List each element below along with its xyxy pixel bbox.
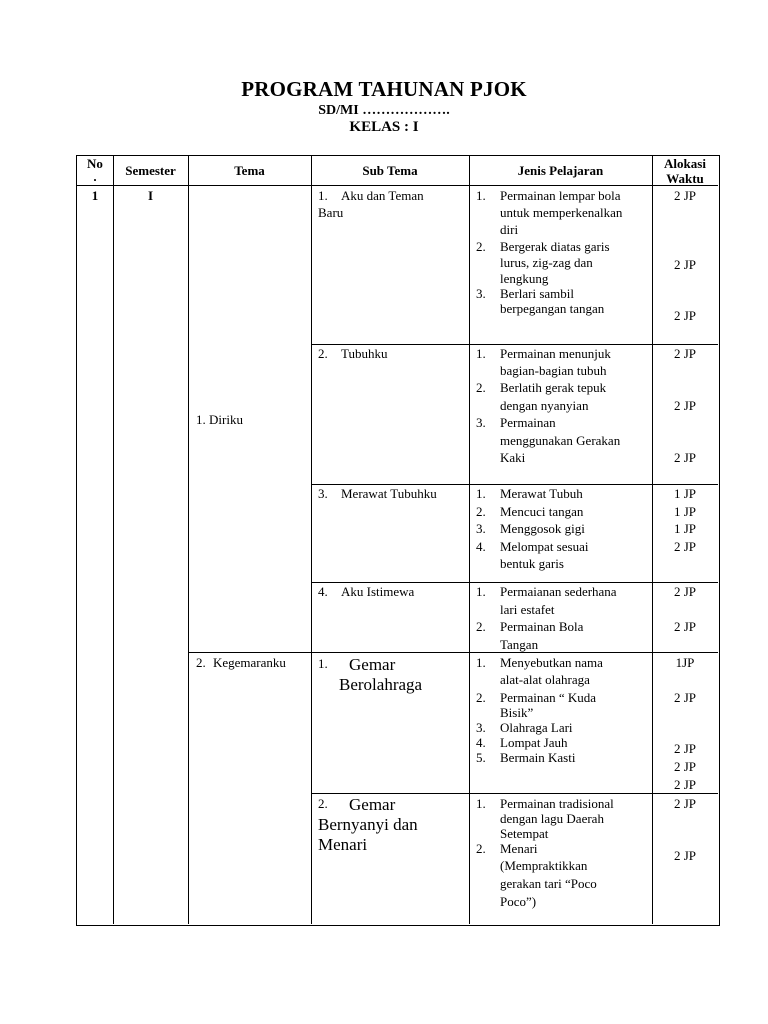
jenis-number: 2. [476, 619, 486, 634]
jenis-number: 5. [476, 750, 486, 765]
alokasi-value: 2 JP [673, 848, 697, 863]
jenis-number: 2. [476, 504, 486, 519]
header-no: No [87, 156, 103, 171]
jenis-text: bentuk garis [500, 556, 564, 571]
jenis-text: gerakan tari “Poco [500, 876, 597, 891]
jenis-text: Menyebutkan nama [500, 655, 603, 670]
jenis-number: 1. [476, 486, 486, 501]
jenis-text: Melompat sesuai [500, 539, 589, 554]
header-no-dot: . [93, 169, 97, 184]
subtema-text: Berolahraga [339, 675, 423, 694]
jenis-text: Permainan Bola [500, 619, 584, 634]
jenis-text: Berlatih gerak tepuk [500, 380, 607, 395]
jenis-text: Permainan “ Kuda [500, 690, 597, 705]
subtema-text: Aku dan Teman [341, 188, 424, 203]
class-line: KELAS : I [349, 119, 419, 135]
jenis-number: 1. [476, 346, 486, 361]
jenis-number: 1. [476, 584, 486, 599]
document-title: PROGRAM TAHUNAN PJOK [241, 77, 527, 101]
jenis-number: 1. [476, 188, 486, 203]
jenis-number: 4. [476, 539, 486, 554]
alokasi-value: 1 JP [673, 486, 697, 501]
row-number: 1 [91, 188, 99, 203]
jenis-text: Menari [500, 841, 538, 856]
jenis-text: Kaki [500, 450, 526, 465]
jenis-text: bagian-bagian tubuh [500, 363, 607, 378]
alokasi-value: 2 JP [673, 188, 697, 203]
jenis-text: dengan nyanyian [500, 398, 589, 413]
alokasi-value: 1JP [675, 655, 695, 670]
alokasi-value: 2 JP [673, 777, 697, 792]
subtema-text: Menari [318, 835, 368, 854]
jenis-text: dengan lagu Daerah [500, 811, 604, 826]
jenis-number: 3. [476, 521, 486, 536]
subtema-text: Gemar [349, 795, 396, 814]
header-waktu: Waktu [666, 171, 704, 186]
col-divider [188, 156, 189, 924]
jenis-text: Setempat [500, 826, 549, 841]
school-line: SD/MI ………………. [318, 103, 450, 118]
tema-diriku: 1. Diriku [196, 412, 243, 427]
jenis-text: Permaianan sederhana [500, 584, 617, 599]
jenis-number: 2. [476, 841, 486, 856]
alokasi-value: 1 JP [673, 521, 697, 536]
subtema-text: Gemar [349, 655, 396, 674]
jenis-text: lurus, zig-zag dan [500, 255, 593, 270]
jenis-number: 3. [476, 720, 486, 735]
alokasi-value: 2 JP [673, 539, 697, 554]
alokasi-value: 2 JP [673, 398, 697, 413]
jenis-text: Bisik” [500, 705, 534, 720]
jenis-text: Bergerak diatas garis [500, 239, 610, 254]
jenis-text: Permainan lempar bola [500, 188, 621, 203]
jenis-text: Bermain Kasti [500, 750, 576, 765]
jenis-text: Berlari sambil [500, 286, 575, 301]
alokasi-value: 2 JP [673, 257, 697, 272]
col-divider [469, 156, 470, 924]
alokasi-value: 2 JP [673, 346, 697, 361]
jenis-number: 3. [476, 286, 486, 301]
jenis-text: Olahraga Lari [500, 720, 573, 735]
header-alokasi: Alokasi [664, 156, 706, 171]
jenis-text: lengkung [500, 271, 549, 286]
semester-value: I [147, 188, 154, 203]
jenis-text: untuk memperkenalkan [500, 205, 623, 220]
jenis-text: Menggosok gigi [500, 521, 585, 536]
col-divider [113, 156, 114, 924]
header-subtema: Sub Tema [362, 163, 418, 178]
tema-number: 2. [196, 655, 206, 670]
jenis-text: (Mempraktikkan [500, 858, 588, 873]
jenis-text: Tangan [500, 637, 539, 652]
subtema-number: 1. [318, 188, 328, 203]
row-divider [188, 652, 718, 653]
header-semester: Semester [125, 163, 176, 178]
row-divider [311, 793, 718, 794]
jenis-text: Permainan menunjuk [500, 346, 611, 361]
subtema-number: 2. [318, 796, 328, 811]
program-table [76, 155, 720, 926]
jenis-text: Poco”) [500, 894, 537, 909]
jenis-text: lari estafet [500, 602, 555, 617]
jenis-text: Permainan tradisional [500, 796, 614, 811]
subtema-text: Bernyanyi dan [318, 815, 418, 834]
jenis-text: Mencuci tangan [500, 504, 584, 519]
header-tema: Tema [234, 163, 265, 178]
header-jenis-pelajaran: Jenis Pelajaran [517, 163, 604, 178]
subtema-number: 2. [318, 346, 328, 361]
subtema-text: Merawat Tubuhku [341, 486, 437, 501]
jenis-text: diri [500, 222, 519, 237]
subtema-number: 1. [318, 656, 328, 671]
alokasi-value: 2 JP [673, 759, 697, 774]
alokasi-value: 2 JP [673, 308, 697, 323]
alokasi-value: 2 JP [673, 584, 697, 599]
jenis-number: 2. [476, 239, 486, 254]
jenis-text: alat-alat olahraga [500, 672, 590, 687]
jenis-text: Permainan [500, 415, 556, 430]
alokasi-value: 2 JP [673, 450, 697, 465]
subtema-text: Baru [318, 205, 344, 220]
col-divider [311, 156, 312, 924]
alokasi-value: 2 JP [673, 619, 697, 634]
jenis-number: 4. [476, 735, 486, 750]
alokasi-value: 2 JP [673, 741, 697, 756]
jenis-text: menggunakan Gerakan [500, 433, 621, 448]
jenis-text: Lompat Jauh [500, 735, 568, 750]
tema-kegemaranku: Kegemaranku [213, 655, 286, 670]
alokasi-value: 1 JP [673, 504, 697, 519]
subtema-number: 3. [318, 486, 328, 501]
jenis-number: 2. [476, 690, 486, 705]
subtema-number: 4. [318, 584, 328, 599]
subtema-text: Tubuhku [341, 346, 388, 361]
jenis-text: Merawat Tubuh [500, 486, 583, 501]
header-divider [77, 185, 718, 186]
jenis-number: 2. [476, 380, 486, 395]
jenis-number: 3. [476, 415, 486, 430]
jenis-number: 1. [476, 655, 486, 670]
jenis-text: berpegangan tangan [500, 301, 605, 316]
alokasi-value: 2 JP [673, 690, 697, 705]
alokasi-value: 2 JP [673, 796, 697, 811]
jenis-number: 1. [476, 796, 486, 811]
subtema-text: Aku Istimewa [341, 584, 415, 599]
